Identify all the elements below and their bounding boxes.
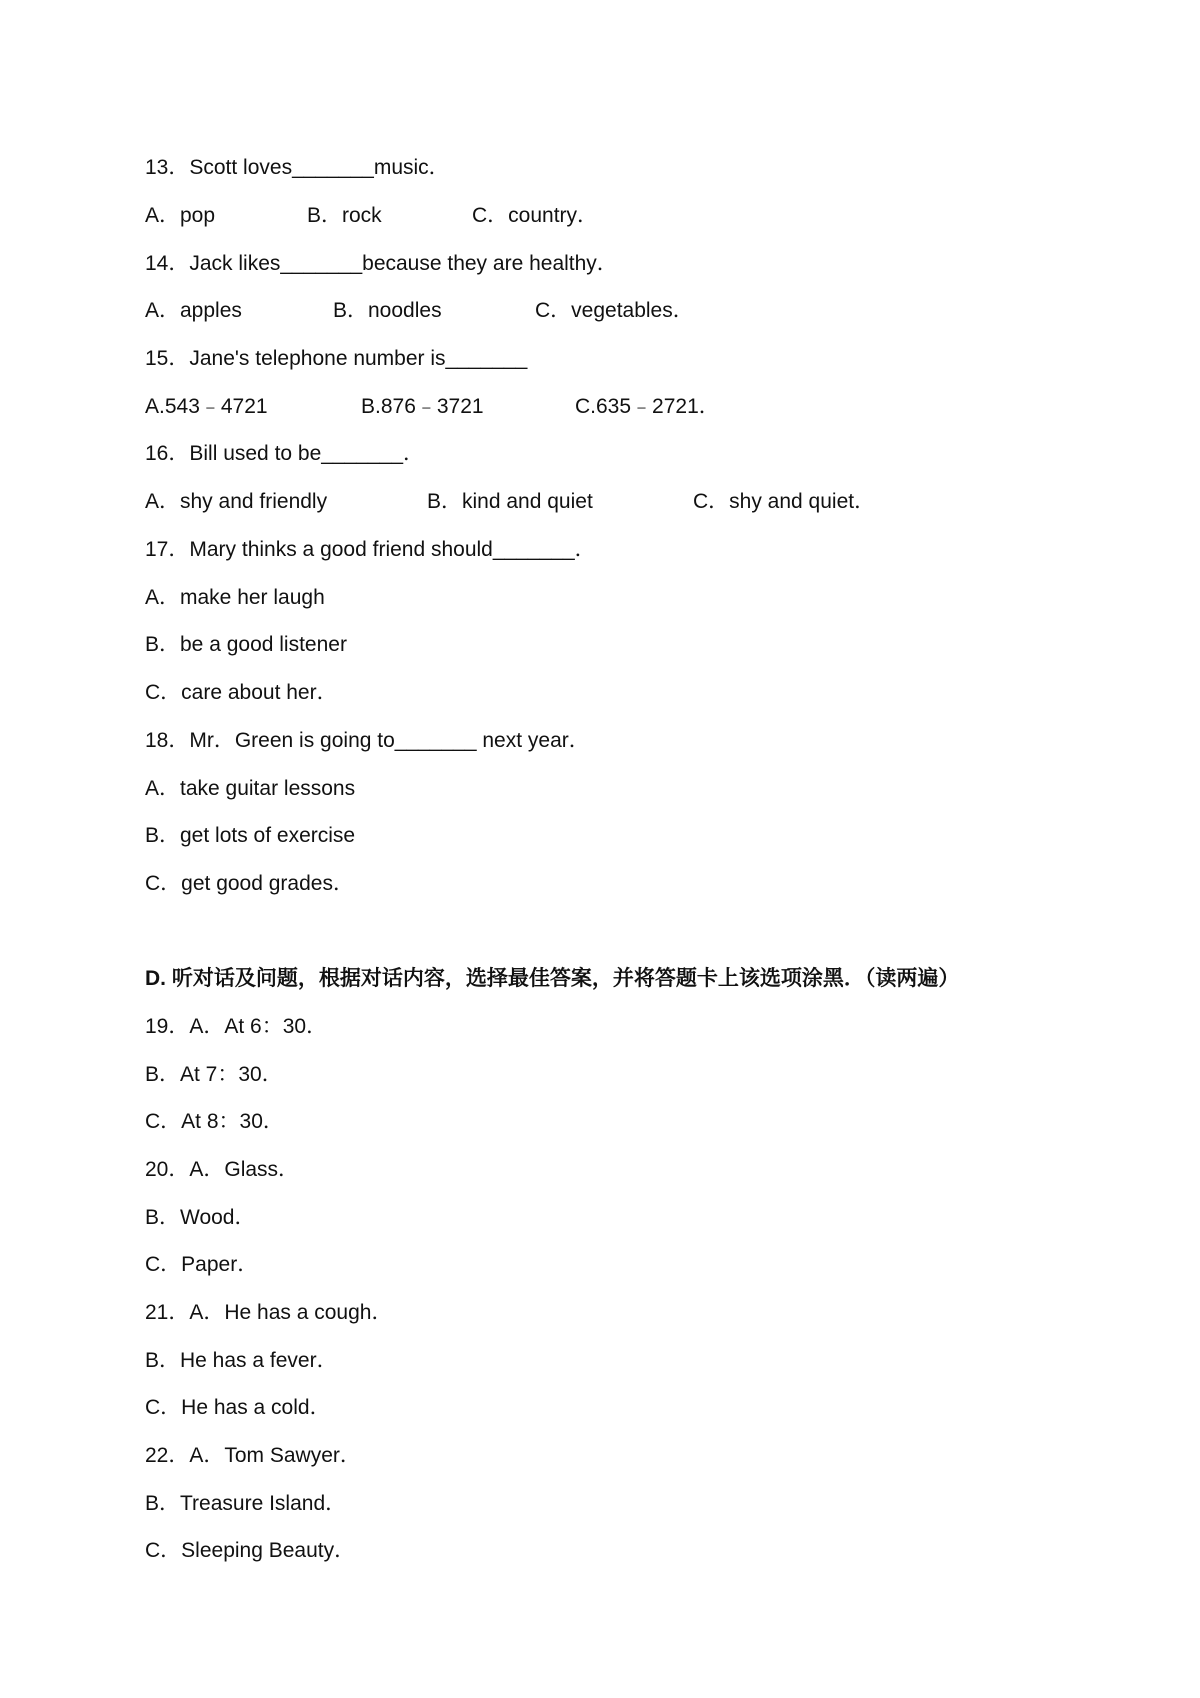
question-15-stem: 15．Jane's telephone number is_______ xyxy=(145,347,528,370)
question-22-option-b: B．Treasure Island． xyxy=(145,1492,347,1515)
question-18-stem: 18．Mr．Green is going to_______ next year． xyxy=(145,729,590,752)
question-20-option-c: C．Paper． xyxy=(145,1253,259,1276)
question-17-option-a: A．make her laugh xyxy=(145,586,325,609)
question-17-option-c: C．care about her． xyxy=(145,681,338,704)
question-13-option-b: B．rock xyxy=(307,204,382,227)
question-21-option-b: B．He has a fever． xyxy=(145,1349,338,1372)
question-16-option-a: A．shy and friendly xyxy=(145,490,328,513)
question-15-option-b: B.876﹣3721 xyxy=(361,395,484,418)
question-20-option-b: B．Wood． xyxy=(145,1206,256,1229)
question-14-option-b: B．noodles xyxy=(333,299,442,322)
question-17-stem: 17．Mary thinks a good friend should_______． xyxy=(145,538,596,561)
question-13-option-a: A．pop xyxy=(145,204,216,227)
question-16-option-c: C．shy and quiet． xyxy=(693,490,876,513)
question-19-option-c: C．At 8：30． xyxy=(145,1110,284,1133)
question-14-stem: 14．Jack likes_______because they are healthy． xyxy=(145,252,618,275)
question-14-option-c: C．vegetables． xyxy=(535,299,694,322)
question-18-option-c: C．get good grades． xyxy=(145,872,354,895)
question-21-option-a: 21．A．He has a cough． xyxy=(145,1301,393,1324)
question-15-option-a: A.543﹣4721 xyxy=(145,395,268,418)
question-18-option-b: B．get lots of exercise xyxy=(145,824,356,847)
question-15-option-c: C.635﹣2721． xyxy=(575,395,720,418)
question-16-stem: 16．Bill used to be_______． xyxy=(145,442,425,465)
question-13-option-c: C．country． xyxy=(472,204,599,227)
question-19-option-a: 19．A．At 6：30． xyxy=(145,1015,328,1038)
question-21-option-c: C．He has a cold． xyxy=(145,1396,331,1419)
question-17-option-b: B．be a good listener xyxy=(145,633,347,656)
question-20-option-a: 20．A．Glass． xyxy=(145,1158,300,1181)
question-18-option-a: A．take guitar lessons xyxy=(145,777,356,800)
question-13-stem: 13．Scott loves_______music． xyxy=(145,156,450,179)
question-16-option-b: B．kind and quiet xyxy=(427,490,593,513)
section-d-heading: D. 听对话及问题，根据对话内容，选择最佳答案，并将答题卡上该选项涂黑．（读两遍） xyxy=(145,967,960,990)
question-22-option-a: 22．A．Tom Sawyer． xyxy=(145,1444,361,1467)
question-14-option-a: A．apples xyxy=(145,299,242,322)
question-22-option-c: C．Sleeping Beauty． xyxy=(145,1539,356,1562)
question-19-option-b: B．At 7：30． xyxy=(145,1063,283,1086)
